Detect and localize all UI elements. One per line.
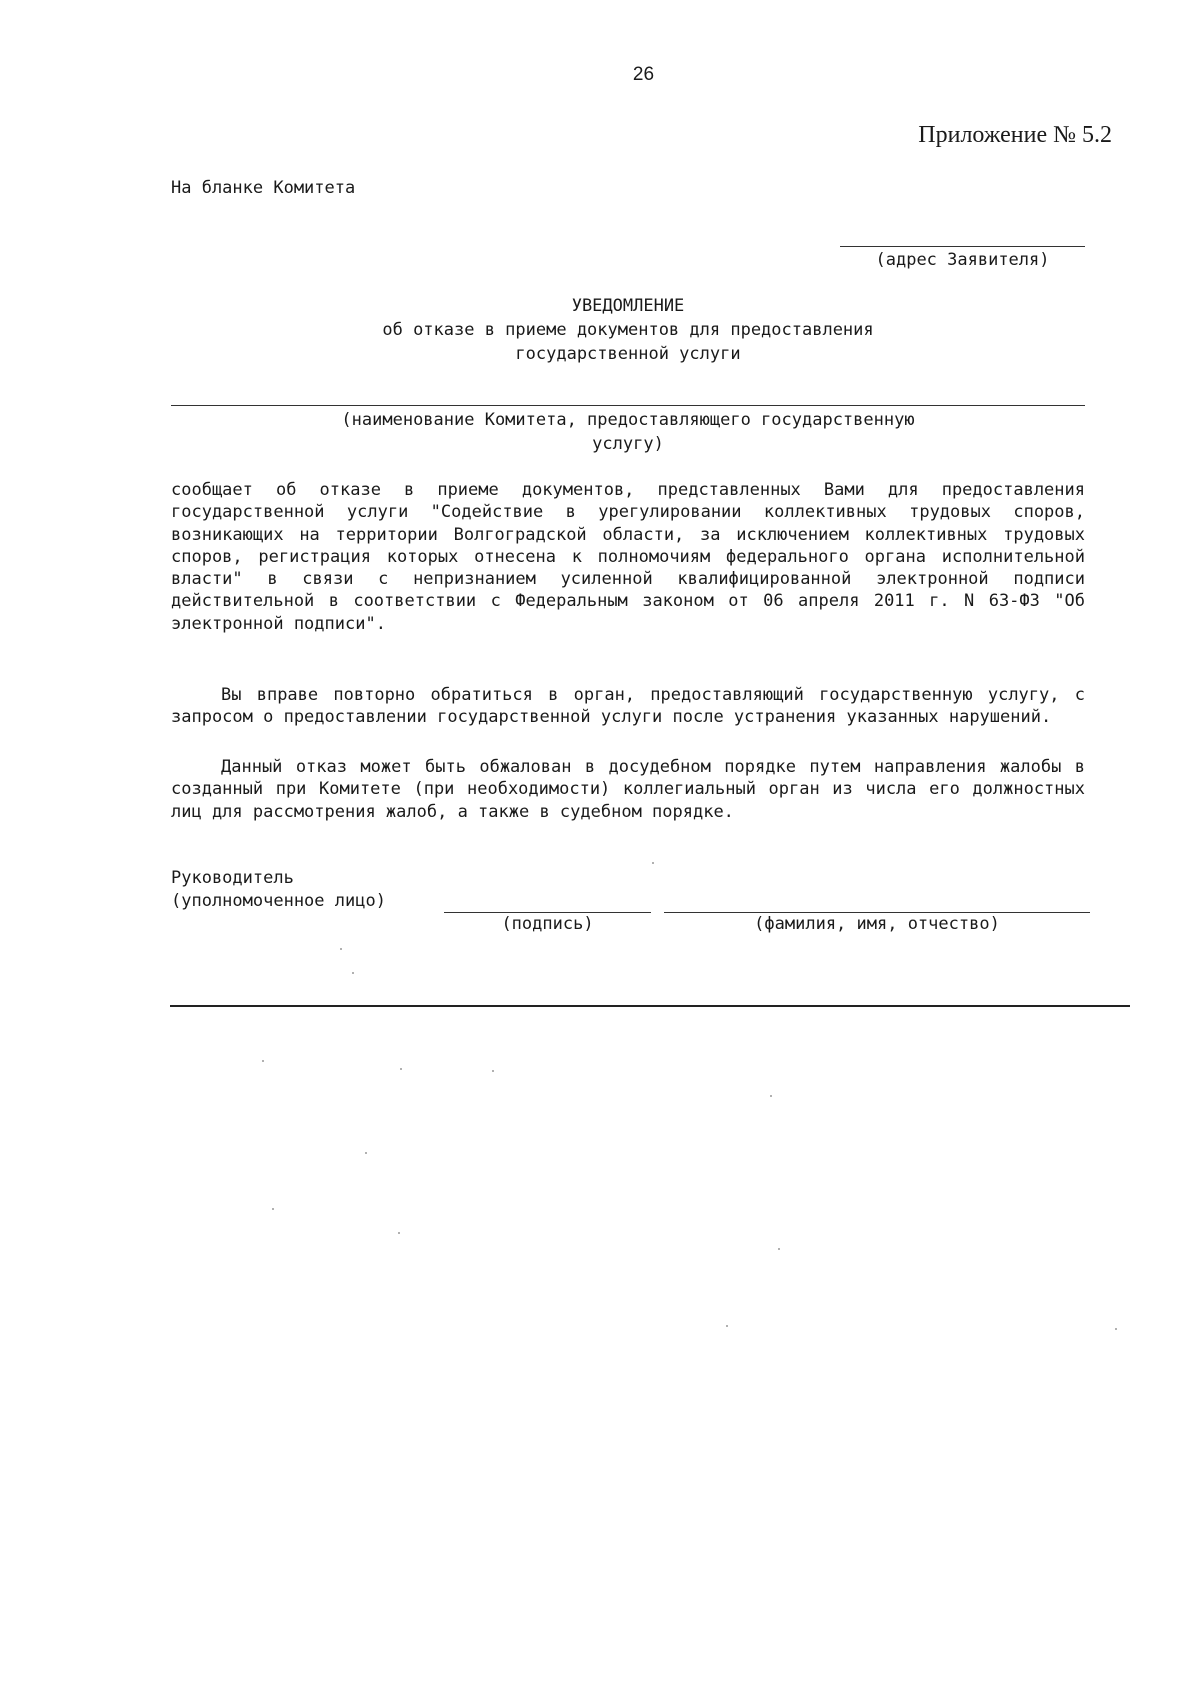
committee-name-caption [171, 408, 1085, 456]
committee-name-line [171, 405, 1085, 406]
body-paragraph-1: сообщает об отказе в приеме документов, представленных Вами для предоставления государственной услуги "Содействие в урегулировании коллективных трудовых споров, возникающих на территории Волгоградской области, за исключением коллективных трудовых споров, регистрация которых отнесена к полномочиям федерального органа исполнительной власти" в связи с непризнанием усиленной квалифицированной электронной подписи действительной в соответствии с Федеральным законом от 06 апреля 2011 г. N 63-ФЗ "Об электронной подписи". [171, 480, 1085, 634]
end-of-form-rule [170, 1005, 1130, 1007]
scan-speck [262, 1060, 264, 1062]
scan-speck [652, 862, 654, 864]
scan-speck [770, 1095, 772, 1097]
appendix-label: Приложение № 5.2 [918, 122, 1112, 148]
scan-speck [778, 1248, 780, 1250]
scan-speck [400, 1068, 402, 1070]
signature-caption: (подпись) [501, 914, 594, 934]
signature-line [444, 912, 651, 913]
body-paragraph-3: Данный отказ может быть обжалован в досудебном порядке путем направления жалобы в созданный при Комитете (при необходимости) коллегиальный орган из числа его должностных лиц для рассмотрения жалоб, а также в судебном порядке. [171, 757, 1085, 822]
scan-speck [365, 1152, 367, 1154]
scan-speck [272, 1208, 274, 1210]
title-line-2: об отказе в приеме документов для предоставления [382, 320, 874, 340]
committee-caption-line-1: (наименование Комитета, предоставляющего государственную [341, 410, 915, 430]
body-paragraph-2: Вы вправе повторно обратиться в орган, предоставляющий государственную услугу, с запросом о предоставлении государственной услуги после устранения указанных нарушений. [171, 685, 1085, 728]
signatory-role: Руководитель [171, 868, 294, 888]
signatory-authorized: (уполномоченное лицо) [171, 891, 386, 911]
full-name-line [664, 912, 1090, 913]
applicant-address-line [840, 246, 1085, 247]
page-number: 26 [632, 64, 655, 85]
scan-speck [492, 1070, 494, 1072]
title-line-1: УВЕДОМЛЕНИЕ [571, 296, 685, 316]
scan-speck [1115, 1328, 1117, 1330]
scan-speck [340, 948, 342, 950]
document-title [171, 294, 1085, 366]
committee-caption-line-2: услугу) [592, 434, 664, 454]
scan-speck [352, 972, 354, 974]
applicant-address-caption: (адрес Заявителя) [875, 250, 1050, 270]
scan-speck [726, 1325, 728, 1327]
scan-speck [398, 1232, 400, 1234]
full-name-caption: (фамилия, имя, отчество) [754, 914, 1000, 934]
letterhead-note: На бланке Комитета [171, 178, 356, 198]
title-line-3: государственной услуги [515, 344, 741, 364]
